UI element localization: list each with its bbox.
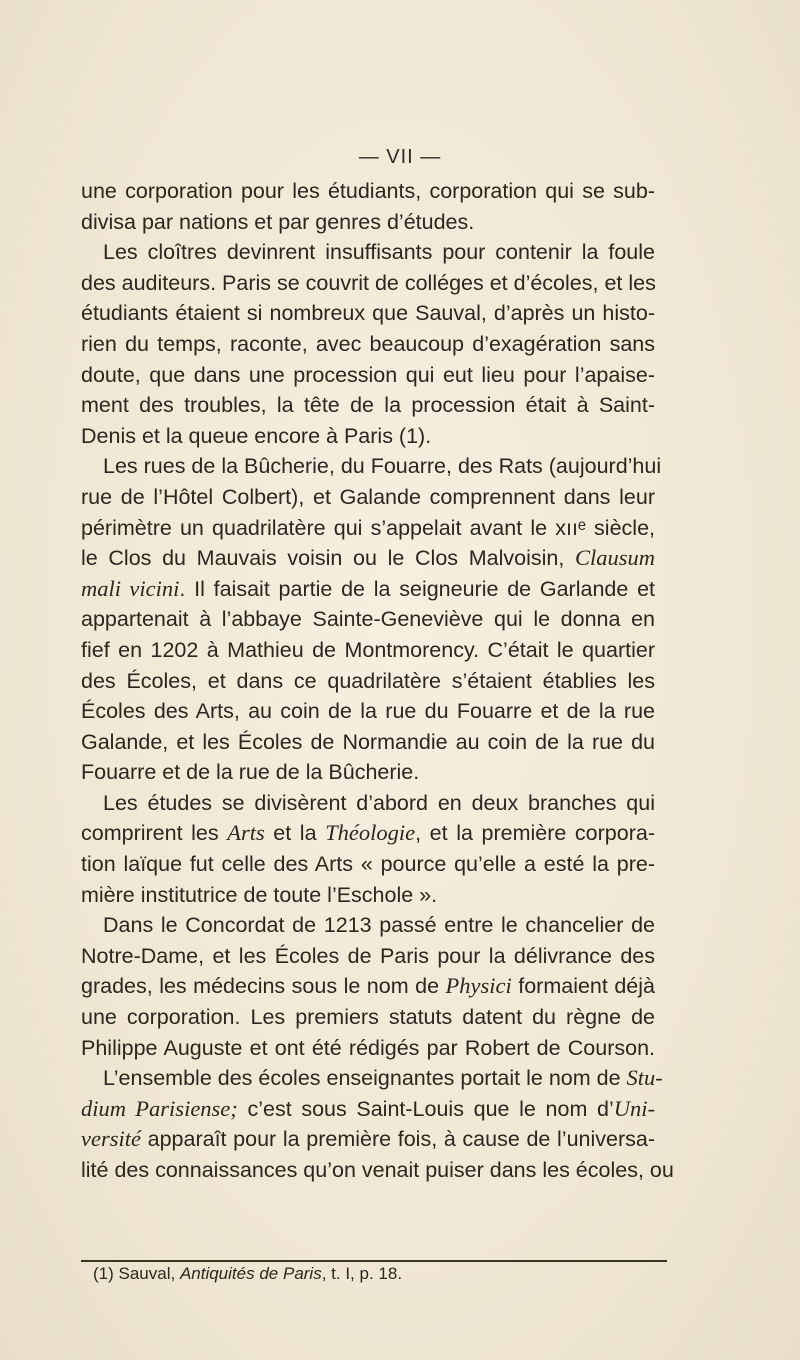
text-span: une corporation. Les premiers statuts datent du règne de [81, 1005, 655, 1030]
text-span: Fouarre et de la rue de la Bûcherie. [81, 760, 420, 785]
text-line [81, 176, 655, 207]
text-line [81, 543, 655, 574]
text-line [81, 788, 655, 819]
text-line [81, 207, 655, 238]
text-line [81, 818, 655, 849]
footnote-italic-title-2: de Paris [259, 1264, 322, 1283]
text-line [81, 604, 655, 635]
text-span: mière institutrice de toute l’Eschole ». [81, 882, 438, 907]
text-line [81, 298, 655, 329]
text-span: étudiants étaient si nombreux que Sauval, d’après un histo- [81, 301, 655, 326]
italic-text: dium Parisiense; [81, 1095, 238, 1121]
text-span: ment des troubles, la tête de la procession était à Saint- [81, 393, 655, 418]
text-line [81, 635, 655, 666]
text-span: Galande, et les Écoles de Normandie au coin de la rue du [81, 729, 655, 754]
italic-text: Physici [445, 973, 512, 999]
text-span: appartenait à l’abbaye Sainte-Geneviève qui le donna en [81, 607, 655, 632]
text-span: une corporation pour les étudiants, corporation qui se sub- [81, 179, 655, 203]
text-span: Dans le Concordat de 1213 passé entre le chancelier de [103, 913, 655, 938]
text-span: comprirent les [81, 821, 228, 846]
text-span: des auditeurs. Paris se couvrit de colléges et d’écoles, et les [81, 270, 656, 295]
text-span: . Il faisait partie de la seigneurie de Garlande et [179, 576, 655, 601]
text-line [81, 1002, 655, 1033]
text-line [81, 482, 655, 513]
text-line [81, 727, 655, 758]
text-line [81, 329, 655, 360]
text-span: des Écoles, et dans ce quadrilatère s’étaient établies les [81, 668, 655, 693]
italic-text: Stu- [626, 1065, 663, 1091]
text-span: rien du temps, raconte, avec beaucoup d’exagération sans [81, 331, 655, 356]
text-span: Les études se divisèrent d’abord en deux branches qui [103, 790, 655, 815]
text-span: apparaît pour la première fois, à cause de l’universa- [140, 1127, 655, 1152]
footnote-reference: , t. I, p. 18. [321, 1264, 403, 1283]
text-line [81, 910, 655, 941]
text-line [81, 971, 655, 1002]
text-span: et la [264, 821, 326, 846]
text-span: fief en 1202 à Mathieu de Montmorency. C’était le quartier [81, 637, 655, 662]
footnote [93, 1264, 402, 1284]
text-span: Notre-Dame, et les Écoles de Paris pour la délivrance des [81, 943, 655, 968]
text-line [81, 360, 655, 391]
text-line [81, 513, 655, 544]
text-span: tion laïque fut celle des Arts « pource qu’elle a esté la pre- [81, 852, 655, 877]
italic-text: mali vicini [81, 575, 180, 601]
text-span: c’est sous Saint-Louis que le nom d’ [237, 1096, 614, 1121]
text-line [81, 390, 655, 421]
text-span: Les cloîtres devinrent insuffisants pour contenir la foule [103, 240, 655, 265]
italic-text: Uni- [613, 1095, 655, 1121]
text-span: périmètre un quadrilatère qui s’appelait avant le xııᵉ siècle, [81, 515, 655, 540]
text-line [81, 1033, 655, 1064]
text-line [81, 757, 655, 788]
body-text [81, 176, 674, 1186]
footnote-rule [81, 1260, 667, 1262]
text-span: formaient déjà [511, 974, 655, 999]
page-number: — VII — [358, 146, 442, 168]
footnote-italic-title: Antiquités [179, 1264, 255, 1283]
text-span: doute, que dans une procession qui eut lieu pour l’apaise- [81, 362, 655, 387]
text-line [81, 666, 655, 697]
text-line [81, 880, 655, 911]
text-span: Écoles des Arts, au coin de la rue du Fouarre et de la rue [81, 699, 655, 724]
italic-text: versité [81, 1126, 141, 1152]
footnote-text: (1) Sauval, [93, 1264, 180, 1283]
text-line [81, 421, 655, 452]
text-line [81, 1124, 655, 1155]
text-span: Philippe Auguste et ont été rédigés par Robert de Courson. [81, 1035, 655, 1060]
text-line [81, 268, 655, 299]
text-span: grades, les médecins sous le nom de [81, 974, 446, 999]
text-line [81, 696, 655, 727]
text-span: L’ensemble des écoles enseignantes portait le nom de [103, 1066, 627, 1091]
text-span: lité des connaissances qu’on venait puiser dans les écoles, ou [81, 1158, 674, 1182]
text-span: , et la première corpora- [415, 821, 655, 846]
text-line [81, 574, 655, 605]
text-span: Les rues de la Bûcherie, du Fouarre, des Rats (aujourd’hui [103, 454, 662, 479]
text-span: divisa par nations et par genres d’études. [81, 209, 475, 234]
text-line [81, 849, 655, 880]
text-line [81, 1155, 674, 1186]
text-line [81, 451, 662, 482]
text-span: Denis et la queue encore à Paris (1). [81, 423, 432, 448]
text-line [81, 1063, 663, 1094]
text-line [81, 941, 655, 972]
italic-text: Clausum [574, 545, 655, 571]
text-line [81, 237, 655, 268]
text-line [81, 1094, 655, 1125]
text-span: rue de l’Hôtel Colbert), et Galande comprennent dans leur [81, 484, 655, 509]
text-span: le Clos du Mauvais voisin ou le Clos Malvoisin, [81, 546, 575, 571]
italic-text: Arts [227, 820, 265, 846]
italic-text: Théologie [325, 820, 416, 846]
